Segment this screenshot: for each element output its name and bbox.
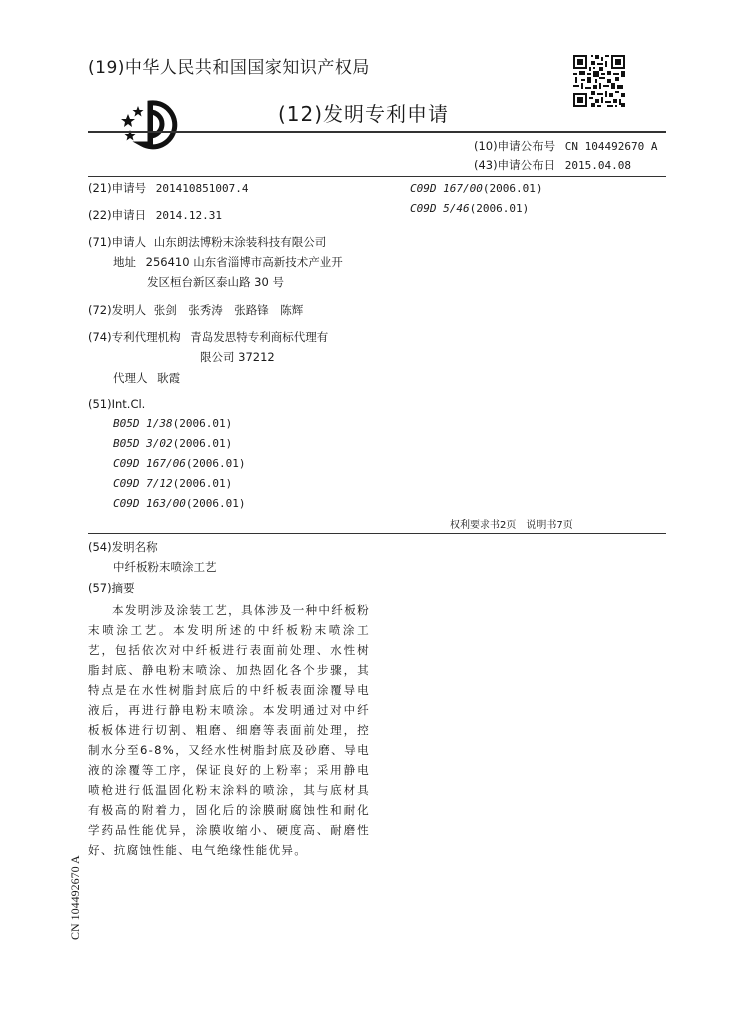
int-cl-version: (2006.01): [185, 457, 246, 470]
cnipa-logo-icon: [120, 100, 184, 150]
publication-date: 2015.04.08: [564, 159, 631, 172]
int-cl-version: (2006.01): [469, 202, 530, 215]
int-cl-version: (2006.01): [482, 182, 543, 195]
side-publication-number: CN 104492670 A: [68, 855, 82, 940]
address-line-1: 256410 山东省淄博市高新技术产业开: [145, 255, 343, 269]
document-type-title: (12)发明专利申请: [278, 102, 450, 126]
int-cl-code: C09D 7/12: [113, 477, 173, 490]
agent-name: 耿霞: [157, 371, 181, 385]
inventors-label: (72)发明人: [88, 303, 147, 317]
agent-row: [113, 370, 180, 386]
int-cl-version: (2006.01): [172, 437, 233, 450]
int-cl-right-item: [410, 181, 542, 195]
int-cl-code: C09D 163/00: [113, 497, 186, 510]
qr-code-icon: [573, 55, 625, 107]
application-number-row: [88, 180, 248, 196]
int-cl-right-item: [410, 201, 529, 215]
biblio-bottom-rule: [88, 533, 666, 534]
address-label: 地址: [113, 255, 136, 269]
applicant-label: (71)申请人: [88, 235, 147, 249]
title-label: (54)发明名称: [88, 540, 158, 554]
address-line-2: 发区桓台新区泰山路 30 号: [147, 275, 284, 289]
publication-date-row: [474, 157, 631, 173]
application-date: 2014.12.31: [155, 209, 222, 222]
inventors: 张剑 张秀涛 张路锋 陈辉: [153, 303, 304, 317]
application-date-row: [88, 207, 222, 223]
publication-number: CN 104492670 A: [564, 140, 658, 153]
agency-label: (74)专利代理机构: [88, 330, 181, 344]
int-cl-code: B05D 3/02: [113, 437, 173, 450]
page-count: 权利要求书2页 说明书7页: [450, 520, 573, 531]
int-cl-code: C09D 5/46: [410, 202, 470, 215]
publication-date-label: (43)申请公布日: [474, 158, 556, 172]
int-cl-version: (2006.01): [172, 477, 233, 490]
int-cl-item: [113, 416, 232, 430]
application-number-label: (21)申请号: [88, 181, 147, 195]
abstract-text: 本发明涉及涂装工艺，具体涉及一种中纤板粉末喷涂工艺。本发明所述的中纤板粉末喷涂工艺，包括依次对中纤板进行表面前处理、水性树脂封底、静电粉末喷涂、加热固化各个步骤，其特点是在水性树脂封底后的中纤板表面涂覆导电液后，再进行静电粉末喷涂。本发明通过对中纤板板体进行切割、粗磨、细磨等表面前处理，控制水分至6-8%，又经水性树脂封底及砂磨、导电液的涂覆等工序，保证良好的上粉率；采用静电喷枪进行低温固化粉末涂料的喷涂，其与底材具有极高的附着力，固化后的涂膜耐腐蚀性和耐化学药品性能优异，涂膜收缩小、硬度高、耐磨性好、抗腐蚀性能、电气绝缘性能优异。: [88, 603, 370, 857]
int-cl-item: [113, 456, 245, 470]
int-cl-item: [113, 496, 245, 510]
applicant-row: [88, 234, 326, 250]
int-cl-label: (51)Int.Cl.: [88, 397, 146, 411]
agency-row: [88, 329, 328, 345]
publication-number-row: [474, 138, 657, 154]
abstract-label: (57)摘要: [88, 581, 135, 595]
agency-line-1: 青岛发思特专利商标代理有: [190, 330, 329, 344]
inventors-row: [88, 302, 303, 318]
int-cl-item: [113, 436, 232, 450]
publication-number-label: (10)申请公布号: [474, 139, 556, 153]
header-rule: [88, 131, 666, 133]
int-cl-code: B05D 1/38: [113, 417, 173, 430]
biblio-top-rule: [88, 176, 666, 177]
int-cl-version: (2006.01): [185, 497, 246, 510]
invention-title: 中纤板粉末喷涂工艺: [113, 560, 217, 574]
agent-label: 代理人: [113, 371, 148, 385]
int-cl-version: (2006.01): [172, 417, 233, 430]
int-cl-code: C09D 167/06: [113, 457, 186, 470]
application-number: 201410851007.4: [155, 182, 249, 195]
int-cl-code: C09D 167/00: [410, 182, 483, 195]
applicant-name: 山东朗法博粉末涂装科技有限公司: [153, 235, 327, 249]
int-cl-item: [113, 476, 232, 490]
address-row: [113, 254, 343, 270]
application-date-label: (22)申请日: [88, 208, 147, 222]
agency-line-2: 限公司 37212: [200, 350, 275, 364]
office-name: (19)中华人民共和国国家知识产权局: [88, 58, 370, 78]
